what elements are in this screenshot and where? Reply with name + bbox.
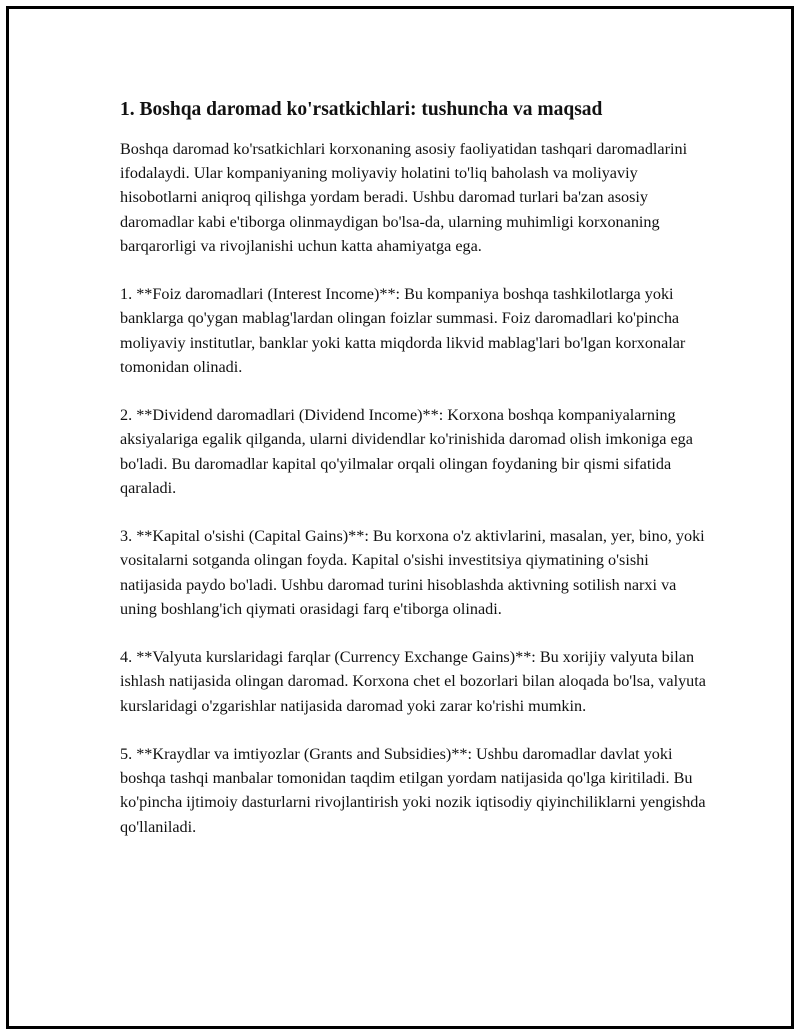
- section-heading: 1. Boshqa daromad ko'rsatkichlari: tushuncha va maqsad: [120, 99, 603, 120]
- paragraph-currency-exchange-gains: 4. **Valyuta kurslaridagi farqlar (Currency Exchange Gains)**: Bu xorijiy valyuta bilan ishlash natijasida olingan daromad. Korxona chet el bozorlari bilan aloqada bo'lsa, valyuta kurslaridagi o'zgarishlar natijasida daromad yoki zarar ko'rishi mumkin.: [120, 648, 706, 715]
- paragraph-interest-income: 1. **Foiz daromadlari (Interest Income)**: Bu kompaniya boshqa tashkilotlarga yoki banklarga qo'ygan mablag'lardan olingan foizlar summasi. Foiz daromadlari ko'pincha moliyaviy institutlar, banklar yoki katta miqdorda likvid mablag'lari bo'lgan korxonalar tomonidan olinadi.: [120, 285, 686, 376]
- paragraph-dividend-income: 2. **Dividend daromadlari (Dividend Income)**: Korxona boshqa kompaniyalarning aksiyalariga egalik qilganda, ularni dividendlar ko'rinishida daromad olish imkoniga ega bo'ladi. Bu daromadlar kapital qo'yilmalar orqali olingan foydaning bir qismi sifatida qaraladi.: [120, 406, 693, 497]
- document-body: [120, 98, 710, 839]
- intro-paragraph: Boshqa daromad ko'rsatkichlari korxonaning asosiy faoliyatidan tashqari daromadlarini ifodalaydi. Ular kompaniyaning moliyaviy holatini to'liq baholash va moliyaviy hisobotlarni aniqroq qilishga yordam beradi. Ushbu daromad turlari ba'zan asosiy daromadlar kabi e'tiborga olinmaydigan bo'lsa-da, ularning muhimligi korxonaning barqarorligi va rivojlanishi uchun katta ahamiyatga ega.: [120, 140, 688, 255]
- page-frame: [6, 6, 794, 1029]
- paragraph-capital-gains: 3. **Kapital o'sishi (Capital Gains)**: Bu korxona o'z aktivlarini, masalan, yer, bino, yoki vositalarni sotganda olingan foyda. Kapital o'sishi investitsiya qiymatining o'sishi natijasida paydo bo'ladi. Ushbu daromad turini hisoblashda aktivning sotilish narxi va uning boshlang'ich qiymati orasidagi farq e'tiborga olinadi.: [120, 527, 705, 618]
- paragraph-grants-and-subsidies: 5. **Kraydlar va imtiyozlar (Grants and Subsidies)**: Ushbu daromadlar davlat yoki boshqa tashqi manbalar tomonidan taqdim etilgan yordam natijasida qo'lga kiritiladi. Bu ko'pincha ijtimoiy dasturlarni rivojlantirish yoki nozik iqtisodiy qiyinchiliklarni yengishda qo'llaniladi.: [120, 745, 706, 836]
